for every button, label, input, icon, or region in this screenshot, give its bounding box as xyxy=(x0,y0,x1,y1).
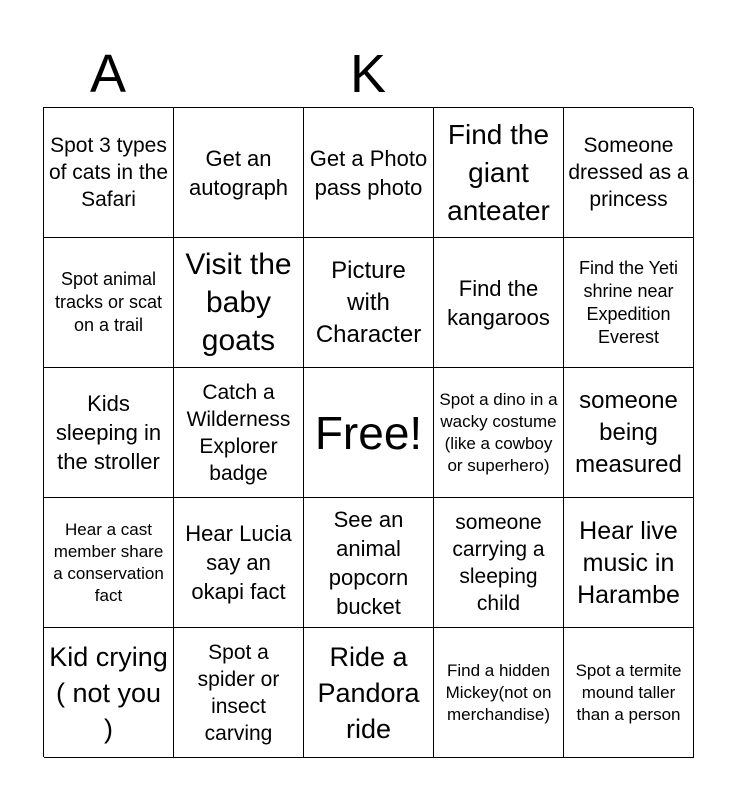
bingo-cell[interactable] xyxy=(434,368,564,498)
bingo-cell[interactable] xyxy=(304,108,434,238)
cell-text: Find the kangaroos xyxy=(447,275,550,330)
cell-text: Spot animal tracks or scat on a trail xyxy=(54,269,163,335)
bingo-cell[interactable] xyxy=(434,498,564,628)
cell-text: Free! xyxy=(314,406,423,459)
bingo-cell[interactable] xyxy=(564,368,694,498)
bingo-cell[interactable] xyxy=(174,108,304,238)
bingo-cell[interactable] xyxy=(564,628,694,758)
cell-text: Spot 3 types of cats in the Safari xyxy=(48,134,169,211)
bingo-cell[interactable] xyxy=(44,238,174,368)
cell-text: Hear Lucia say an okapi fact xyxy=(185,521,292,604)
cell-text: Picture with Character xyxy=(315,256,422,348)
cell-text: See an animal popcorn bucket xyxy=(328,506,409,619)
bingo-cell[interactable] xyxy=(304,238,434,368)
cell-text: Hear a cast member share a conservation fact xyxy=(53,519,164,605)
bingo-cell[interactable] xyxy=(44,628,174,758)
bingo-cell[interactable] xyxy=(564,238,694,368)
bingo-board xyxy=(43,107,693,757)
bingo-cell[interactable] xyxy=(304,498,434,628)
cell-text: someone being measured xyxy=(575,386,682,478)
bingo-cell[interactable] xyxy=(434,108,564,238)
cell-text: Spot a spider or insect carving xyxy=(197,640,280,745)
cell-text: Find a hidden Mickey(not on merchandise) xyxy=(445,660,552,724)
bingo-cell[interactable] xyxy=(174,498,304,628)
cell-text: Spot a termite mound taller than a person xyxy=(575,660,682,724)
free-space[interactable] xyxy=(304,368,434,498)
cell-text: Catch a Wilderness Explorer badge xyxy=(186,380,291,485)
bingo-cell[interactable] xyxy=(564,498,694,628)
cell-text: Find the Yeti shrine near Expedition Everest xyxy=(578,257,679,347)
bingo-cell[interactable] xyxy=(44,368,174,498)
bingo-cell[interactable] xyxy=(174,628,304,758)
cell-text: Spot a dino in a wacky costume (like a cowboy or superhero) xyxy=(439,389,558,475)
cell-text: Someone dressed as a princess xyxy=(568,134,689,211)
cell-text: Visit the baby goats xyxy=(185,247,292,357)
bingo-cell[interactable] xyxy=(304,628,434,758)
cell-text: Hear live music in Harambe xyxy=(577,516,680,609)
bingo-cell[interactable] xyxy=(564,108,694,238)
header-letter-3: K xyxy=(349,44,387,104)
cell-text: someone carrying a sleeping child xyxy=(452,510,545,615)
bingo-cell[interactable] xyxy=(44,108,174,238)
bingo-header xyxy=(43,44,693,104)
cell-text: Find the giant anteater xyxy=(447,118,550,226)
cell-text: Kids sleeping in the stroller xyxy=(55,391,162,474)
header-letter-1: A xyxy=(89,44,127,104)
bingo-cell[interactable] xyxy=(174,238,304,368)
bingo-cell[interactable] xyxy=(174,368,304,498)
cell-text: Kid crying ( not you ) xyxy=(49,641,168,744)
cell-text: Get a Photo pass photo xyxy=(309,145,428,200)
cell-text: Get an autograph xyxy=(188,145,289,200)
bingo-cell[interactable] xyxy=(434,238,564,368)
cell-text: Ride a Pandora ride xyxy=(317,641,420,744)
bingo-cell[interactable] xyxy=(434,628,564,758)
bingo-cell[interactable] xyxy=(44,498,174,628)
